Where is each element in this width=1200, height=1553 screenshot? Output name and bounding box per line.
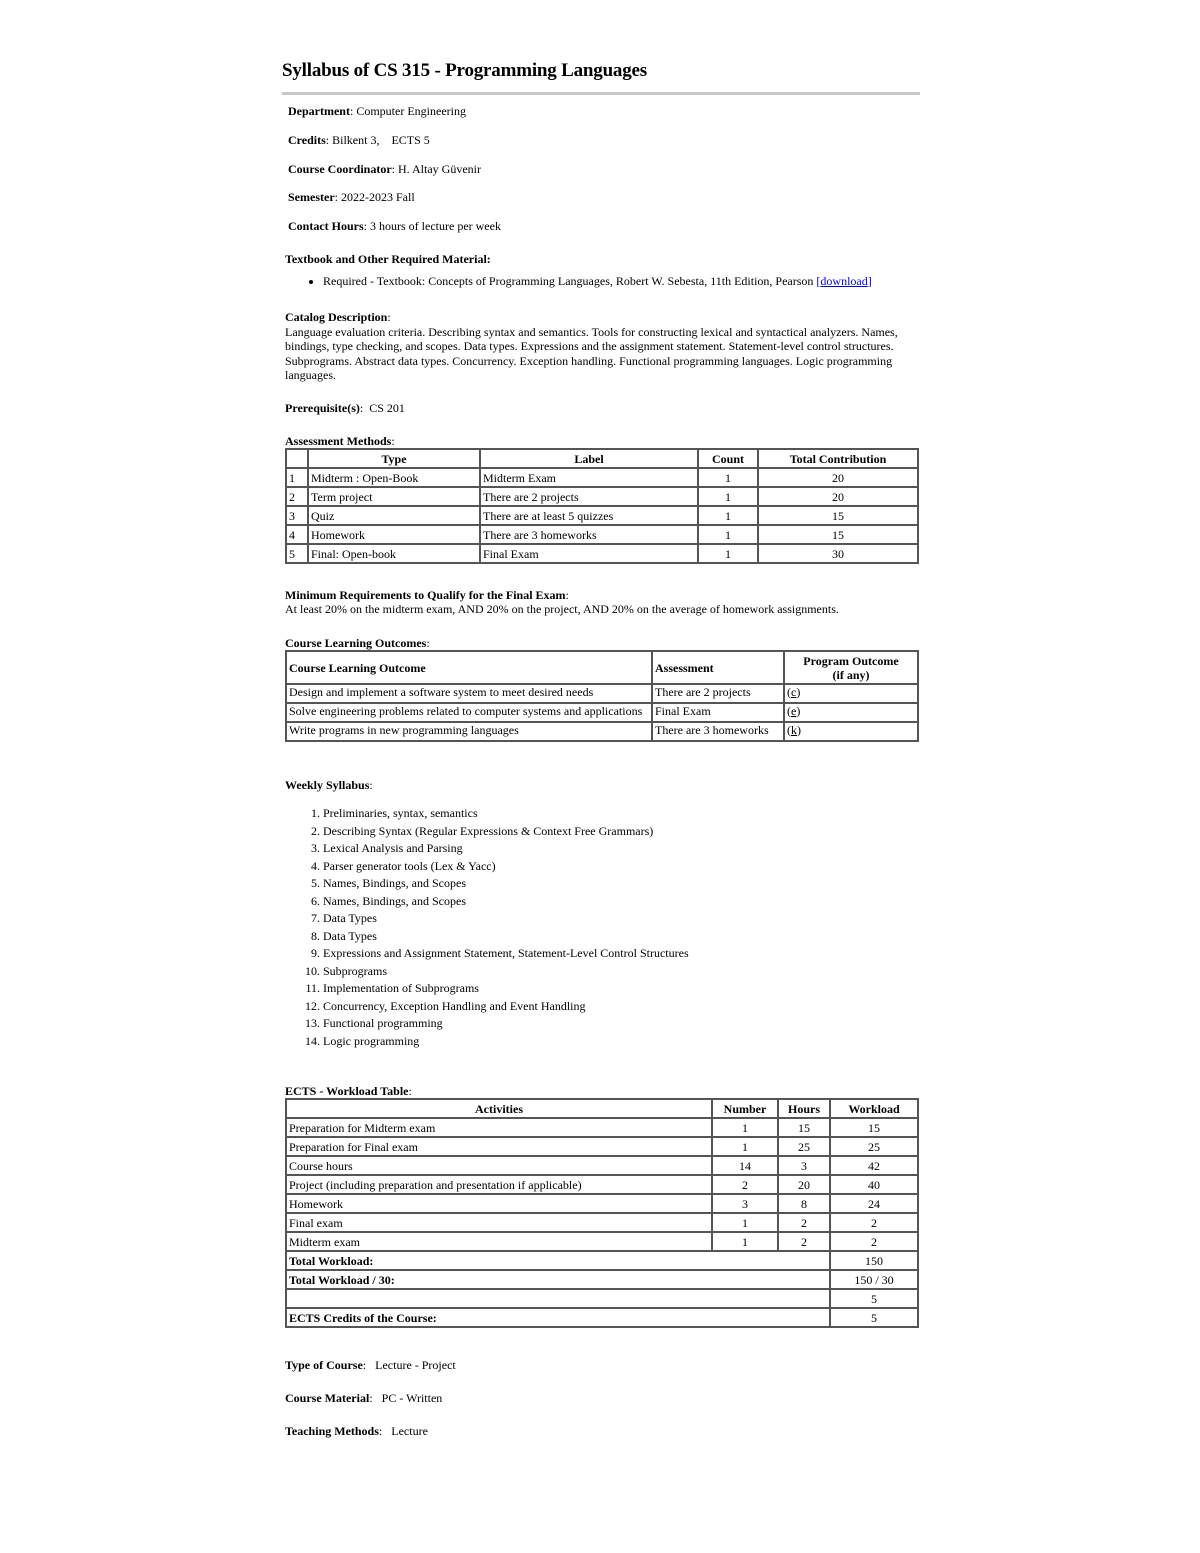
prerequisites-field: Prerequisite(s): CS 201 <box>285 401 405 415</box>
list-item: 12. Concurrency, Exception Handling and Event Handling <box>323 998 689 1016</box>
list-item: 13. Functional programming <box>323 1015 689 1033</box>
list-item: 2. Describing Syntax (Regular Expressions & Context Free Grammars) <box>323 823 689 841</box>
table-row: Preparation for Final exam 1 25 25 <box>286 1137 918 1156</box>
credits-field: Credits: Bilkent 3, ECTS 5 <box>288 133 430 147</box>
table-row: Solve engineering problems related to computer systems and applications Final Exam (e) <box>286 703 918 722</box>
table-row: Preparation for Midterm exam 1 15 15 <box>286 1118 918 1137</box>
teaching-methods-field: Teaching Methods: Lecture <box>285 1424 428 1438</box>
clo-table <box>285 650 919 742</box>
table-row: Total Workload / 30: 150 / 30 <box>286 1270 918 1289</box>
assessment-rows <box>286 468 918 563</box>
table-row: 4 Homework There are 3 homeworks 1 15 <box>286 525 918 544</box>
syllabus-page <box>282 58 922 95</box>
ects-section: ECTS - Workload Table: Activities Number Hours Workload Preparation for Midterm exam 1 15 15 Preparation for Final exam 1 25 25 Course hours 14 3 42 Project (including preparation and presentation if applicable) 2 20 40 Homework 3 8 24 Final exam 1 2 2 Midterm exam 1 2 2 Total Workload: 150 Total Workload / 30: 150 / 30 5 ECTS Credits of the Course: 5 <box>285 1084 919 1328</box>
list-item: 6. Names, Bindings, and Scopes <box>323 893 689 911</box>
table-header-row: Course Learning Outcome Assessment Program Outcome (if any) <box>286 651 918 684</box>
weekly-section: Weekly Syllabus: 1. Preliminaries, syntax, semantics 2. Describing Syntax (Regular Expressions & Context Free Grammars) 3. Lexical Analysis and Parsing 4. Parser generator tools (Lex & Yacc) 5. Names, Bindings, and Scopes 6. Names, Bindings, and Scopes 7. Data Types 8. Data Types 9. Expressions and Assignment Statement, Statement-Level Control Structures 10. Subprograms 11. Implementation of Subprograms 12. Concurrency, Exception Handling and Event Handling 13. Functional programming 14. Logic programming <box>285 778 689 1050</box>
ects-table <box>285 1098 919 1328</box>
clo-rows <box>286 684 918 741</box>
textbook-list <box>285 274 872 288</box>
list-item: 11. Implementation of Subprograms <box>323 980 689 998</box>
download-link[interactable]: [download] <box>816 274 872 288</box>
list-item: 4. Parser generator tools (Lex & Yacc) <box>323 858 689 876</box>
title-divider <box>282 92 920 95</box>
coordinator-field: Course Coordinator: H. Altay Güvenir <box>288 162 482 176</box>
ects-totals <box>286 1251 918 1327</box>
list-item: 5. Names, Bindings, and Scopes <box>323 875 689 893</box>
list-item: 1. Preliminaries, syntax, semantics <box>323 805 689 823</box>
table-row: 2 Term project There are 2 projects 1 20 <box>286 487 918 506</box>
list-item: 14. Logic programming <box>323 1033 689 1051</box>
ects-rows <box>286 1118 918 1251</box>
clo-section: Course Learning Outcomes: Course Learning Outcome Assessment Program Outcome (if any) Design and implement a software system to meet desired needs There are 2 projects (c) Solve engineering problems related to computer systems and applications Final Exam (e) Write programs in new programming languages There are 3 homeworks (k) <box>285 636 919 742</box>
weekly-list <box>285 805 689 1050</box>
catalog-section: Catalog Description: Language evaluation criteria. Describing syntax and semantics. Tools for constructing lexical and syntactical analyzers. Names, bindings, type checking, and scopes. Data types. Expressions and the assignment statement. Statement-level control structures. Subprograms. Abstract data types. Concurrency. Exception handling. Functional programming languages. Logic programming languages. <box>285 310 921 383</box>
list-item: 8. Data Types <box>323 928 689 946</box>
type-of-course-field: Type of Course: Lecture - Project <box>285 1358 456 1372</box>
table-row: Midterm exam 1 2 2 <box>286 1232 918 1251</box>
program-outcome-link[interactable]: k <box>791 723 797 737</box>
table-header-row: Activities Number Hours Workload <box>286 1099 918 1118</box>
textbook-section: Textbook and Other Required Material: • Required - Textbook: Concepts of Programming Languages, Robert W. Sebesta, 11th Edition, Pearson [download] <box>285 252 872 288</box>
program-outcome-link[interactable]: e <box>791 704 797 718</box>
table-row: Total Workload: 150 <box>286 1251 918 1270</box>
list-item: 7. Data Types <box>323 910 689 928</box>
table-row: Homework 3 8 24 <box>286 1194 918 1213</box>
table-row: Course hours 14 3 42 <box>286 1156 918 1175</box>
table-row: ECTS Credits of the Course: 5 <box>286 1308 918 1327</box>
course-material-field: Course Material: PC - Written <box>285 1391 443 1405</box>
table-header-row: Type Label Count Total Contribution <box>286 449 918 468</box>
min-req-section: Minimum Requirements to Qualify for the Final Exam: At least 20% on the midterm exam, AND 20% on the project, AND 20% on the average of homework assignments. <box>285 588 921 616</box>
catalog-description: Language evaluation criteria. Describing syntax and semantics. Tools for constructing lexical and syntactical analyzers. Names, bindings, type checking, and scopes. Data types. Expressions and the assignment statement. Statement-level control structures. Subprograms. Abstract data types. Concurrency. Exception handling. Functional programming languages. Logic programming languages. <box>285 324 898 382</box>
table-row: 1 Midterm : Open-Book Midterm Exam 1 20 <box>286 468 918 487</box>
table-row: Project (including preparation and presentation if applicable) 2 20 40 <box>286 1175 918 1194</box>
list-item: 3. Lexical Analysis and Parsing <box>323 840 689 858</box>
page-title: Syllabus of CS 315 - Programming Languages <box>282 60 647 81</box>
assessment-table <box>285 448 919 564</box>
program-outcome-link[interactable]: c <box>791 685 797 699</box>
semester-field: Semester: 2022-2023 Fall <box>288 190 415 204</box>
table-row: 3 Quiz There are at least 5 quizzes 1 15 <box>286 506 918 525</box>
list-item: 9. Expressions and Assignment Statement, Statement-Level Control Structures <box>323 945 689 963</box>
assessment-section: Assessment Methods: Type Label Count Total Contribution 1 Midterm : Open-Book Midterm Exam 1 20 2 Term project There are 2 projects 1 20 3 Quiz There are at least 5 quizzes 1 15 4 Homework There are 3 homeworks 1 15 5 Final: Open-book Final Exam 1 30 <box>285 434 919 564</box>
list-item: 10. Subprograms <box>323 963 689 981</box>
min-req-text: At least 20% on the midterm exam, AND 20% on the project, AND 20% on the average of homework assignments. <box>285 602 839 616</box>
list-item: • Required - Textbook: Concepts of Programming Languages, Robert W. Sebesta, 11th Edition, Pearson [download] <box>323 274 872 288</box>
department-field: Department: Computer Engineering <box>288 104 466 118</box>
table-row: Write programs in new programming languages There are 3 homeworks (k) <box>286 722 918 741</box>
table-row: 5 <box>286 1289 918 1308</box>
table-row: Final exam 1 2 2 <box>286 1213 918 1232</box>
table-row: Design and implement a software system to meet desired needs There are 2 projects (c) <box>286 684 918 703</box>
contact-hours-field: Contact Hours: 3 hours of lecture per week <box>288 219 501 233</box>
table-row: 5 Final: Open-book Final Exam 1 30 <box>286 544 918 563</box>
